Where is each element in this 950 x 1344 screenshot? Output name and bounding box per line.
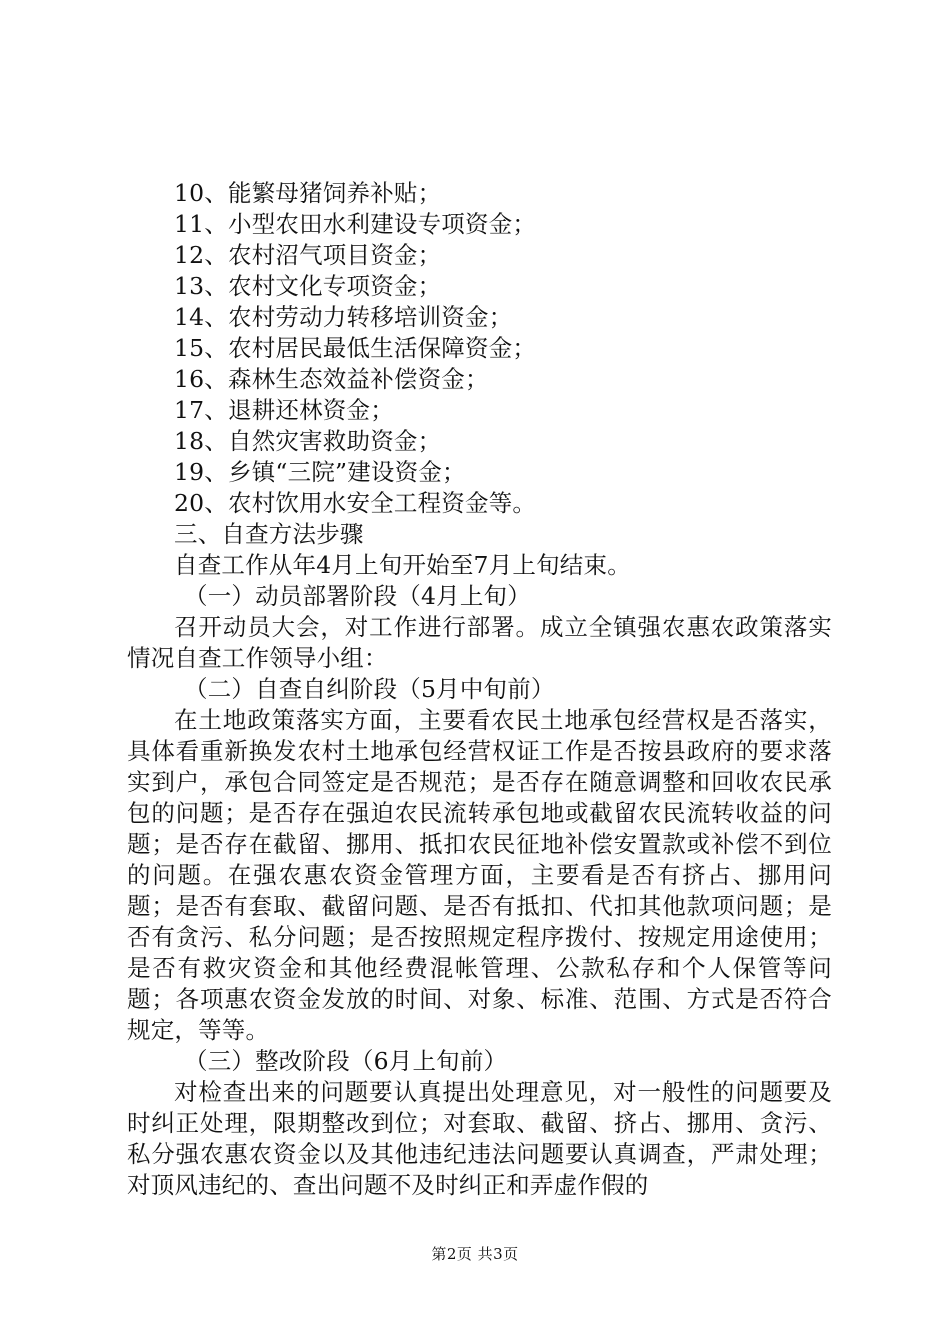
page-number-footer: 第2页 共3页 xyxy=(431,1245,519,1263)
phase2-heading: （二）自查自纠阶段（5月中旬前） xyxy=(184,675,555,703)
phase1-heading: （一）动员部署阶段（4月上旬） xyxy=(184,582,531,610)
list-item: 12、农村沼气项目资金； xyxy=(174,241,442,269)
list-item: 17、退耕还林资金； xyxy=(174,396,394,424)
list-item: 19、乡镇“三院”建设资金； xyxy=(174,458,466,486)
section-heading: 三、自查方法步骤 xyxy=(174,520,364,548)
list-item: 20、农村饮用水安全工程资金等。 xyxy=(174,489,537,517)
list-item: 11、小型农田水利建设专项资金； xyxy=(174,210,537,238)
phase3-heading: （三）整改阶段（6月上旬前） xyxy=(184,1047,508,1075)
list-item: 14、农村劳动力转移培训资金； xyxy=(174,303,513,331)
phase1-paragraph: 召开动员大会，对工作进行部署。成立全镇强农惠农政策落实情况自查工作领导小组： xyxy=(127,613,832,672)
document-body xyxy=(127,178,832,1201)
phase2-paragraph: 在土地政策落实方面，主要看农民土地承包经营权是否落实，具体看重新换发农村土地承包经营权证工作是否按县政府的要求落实到户，承包合同签定是否规范；是否存在随意调整和回收农民承包的问题；是否存在强迫农民流转承包地或截留农民流转收益的问题；是否存在截留、挪用、抵扣农民征地补偿安置款或补偿不到位的问题。在强农惠农资金管理方面，主要看是否有挤占、挪用问题；是否有套取、截留问题、是否有抵扣、代扣其他款项问题；是否有贪污、私分问题；是否按照规定程序拨付、按规定用途使用；是否有救灾资金和其他经费混帐管理、公款私存和个人保管等问题；各项惠农资金发放的时间、对象、标准、范围、方式是否符合规定，等等。 xyxy=(127,706,832,1044)
phase3-paragraph: 对检查出来的问题要认真提出处理意见，对一般性的问题要及时纠正处理，限期整改到位；对套取、截留、挤占、挪用、贪污、私分强农惠农资金以及其他违纪违法问题要认真调查，严肃处理；对顶风违纪的、查出问题不及时纠正和弄虚作假的 xyxy=(127,1078,832,1199)
list-item: 13、农村文化专项资金； xyxy=(174,272,442,300)
list-item: 18、自然灾害救助资金； xyxy=(174,427,442,455)
intro-sentence: 自查工作从年4月上旬开始至7月上旬结束。 xyxy=(174,551,631,579)
list-item: 15、农村居民最低生活保障资金； xyxy=(174,334,537,362)
list-item: 10、能繁母猪饲养补贴； xyxy=(174,179,442,207)
list-item: 16、森林生态效益补偿资金； xyxy=(174,365,489,393)
